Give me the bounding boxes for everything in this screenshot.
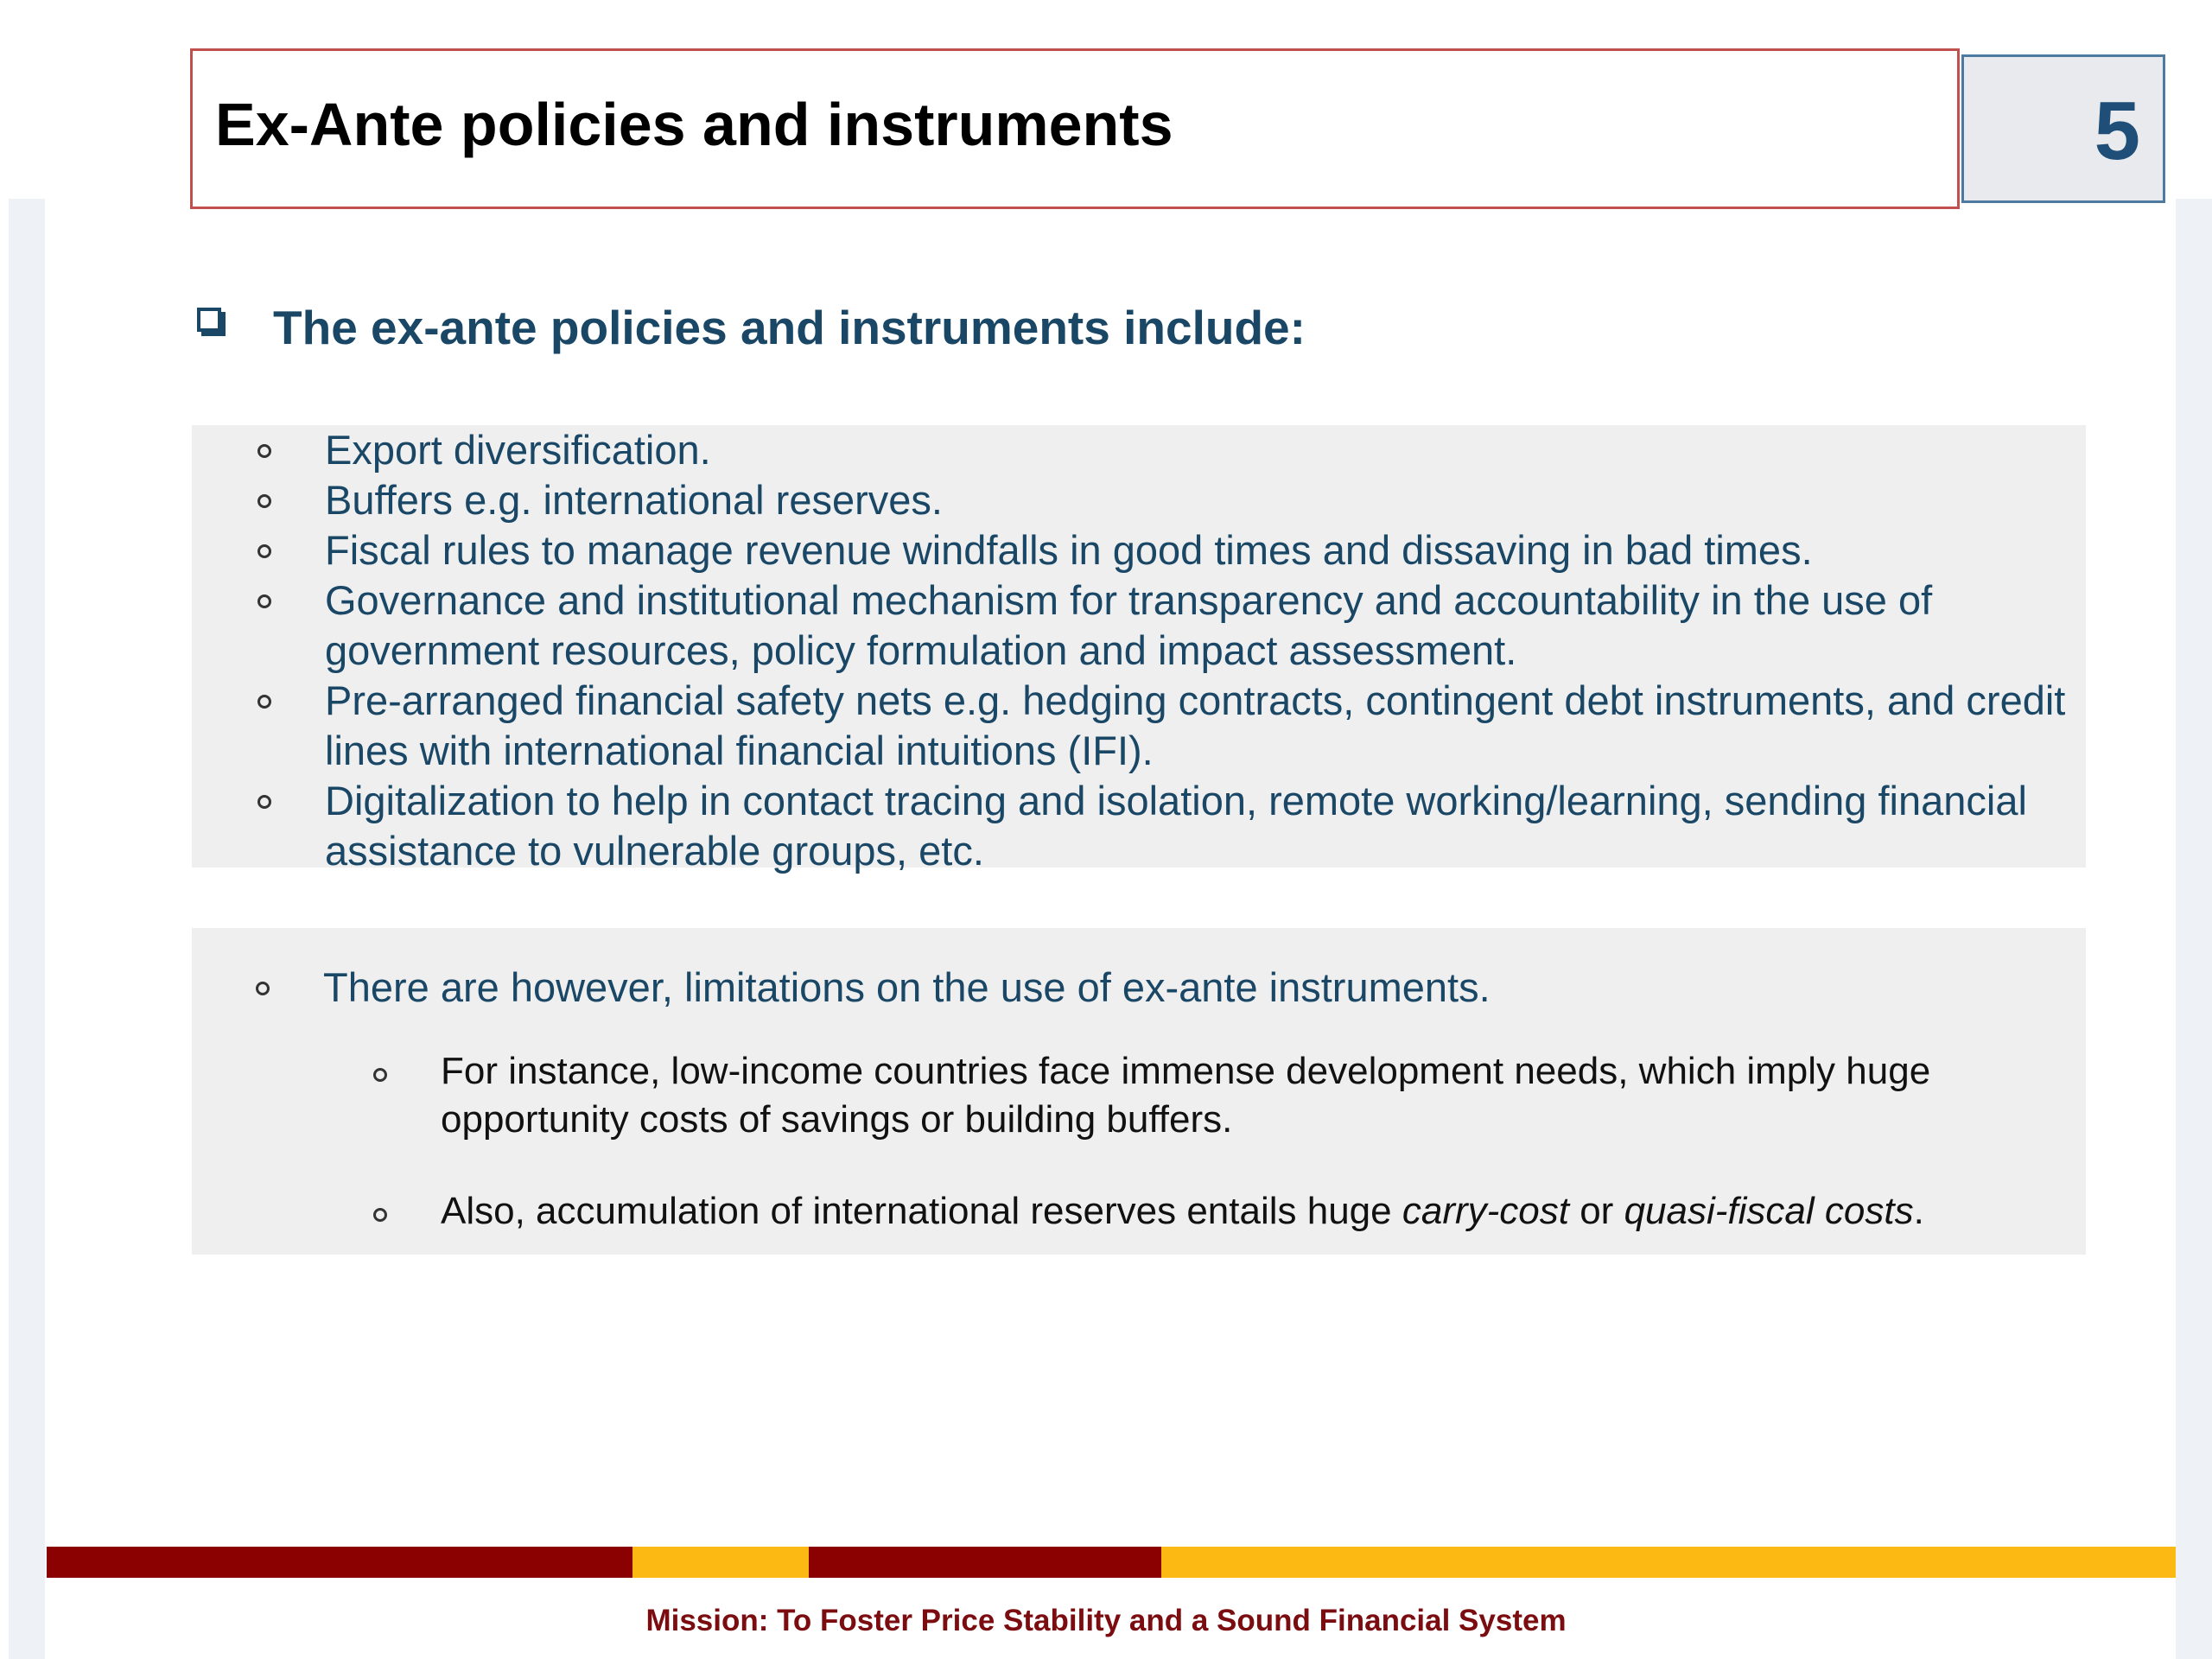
footer-bar-gold-1 <box>632 1547 809 1578</box>
section-heading <box>192 302 1747 354</box>
circle-bullet-icon <box>257 444 271 458</box>
list-item <box>192 776 2079 876</box>
circle-bullet-icon <box>257 695 271 709</box>
circle-bullet-icon <box>257 494 271 508</box>
circle-bullet-icon <box>257 544 271 558</box>
list-item-text: Governance and institutional mechanism for transparency and accountability in the use of government resources, policy formulation and impact assessment. <box>325 577 1933 673</box>
sub-item-reserve-costs <box>441 1187 2065 1236</box>
title-box <box>190 48 1960 209</box>
list-item-text: Fiscal rules to manage revenue windfalls in good times and dissaving in bad times. <box>325 527 1813 573</box>
circle-bullet-icon <box>256 982 270 995</box>
footer-bar-gold-2 <box>1161 1547 2176 1578</box>
list-item-text: Pre-arranged financial safety nets e.g. hedging contracts, contingent debt instruments, and credit lines with international financial intuitions (IFI). <box>325 677 2066 773</box>
limitations-panel <box>192 928 2086 1255</box>
sub-item-suffix: . <box>1913 1190 1924 1232</box>
checkbox-bullet-icon <box>197 308 221 332</box>
carry-cost-term: carry-cost <box>1402 1190 1569 1232</box>
list-item-text: Buffers e.g. international reserves. <box>325 477 943 523</box>
limitations-text: There are however, limitations on the use of ex-ante instruments. <box>323 964 1491 1010</box>
circle-bullet-icon <box>257 795 271 809</box>
mission-statement: Mission: To Foster Price Stability and a Sound Financial System <box>645 1604 1567 1637</box>
sub-item-opportunity-costs: For instance, low-income countries face immense development needs, which imply huge opportunity costs of savings or building buffers. <box>441 1050 1931 1141</box>
right-side-strip <box>2176 199 2212 1659</box>
page-number: 5 <box>2094 85 2140 177</box>
footer-bar-red-2 <box>809 1547 1161 1578</box>
circle-bullet-icon <box>373 1208 387 1222</box>
page-number-box <box>1961 54 2165 203</box>
circle-bullet-icon <box>257 594 271 608</box>
circle-bullet-icon <box>373 1068 387 1082</box>
left-side-strip <box>9 199 45 1659</box>
list-item-text: Digitalization to help in contact tracing and isolation, remote working/learning, sending financial assistance to vulnerable groups, etc. <box>325 778 2027 874</box>
footer-bar-red-1 <box>47 1547 632 1578</box>
instruments-list <box>192 425 2086 876</box>
list-item <box>192 425 2079 475</box>
list-item <box>192 676 2079 776</box>
instruments-panel <box>192 425 2086 874</box>
sub-item-prefix: Also, accumulation of international reserves entails huge <box>441 1190 1402 1232</box>
list-item <box>192 525 2079 575</box>
list-item-text: Export diversification. <box>325 427 711 473</box>
quasi-fiscal-term: quasi-fiscal costs <box>1624 1190 1914 1232</box>
list-item <box>192 575 2079 676</box>
sub-item-middle: or <box>1568 1190 1624 1232</box>
slide-title: Ex-Ante policies and instruments <box>215 91 1173 158</box>
list-item <box>192 475 2079 525</box>
heading-text: The ex-ante policies and instruments include: <box>273 301 1306 354</box>
